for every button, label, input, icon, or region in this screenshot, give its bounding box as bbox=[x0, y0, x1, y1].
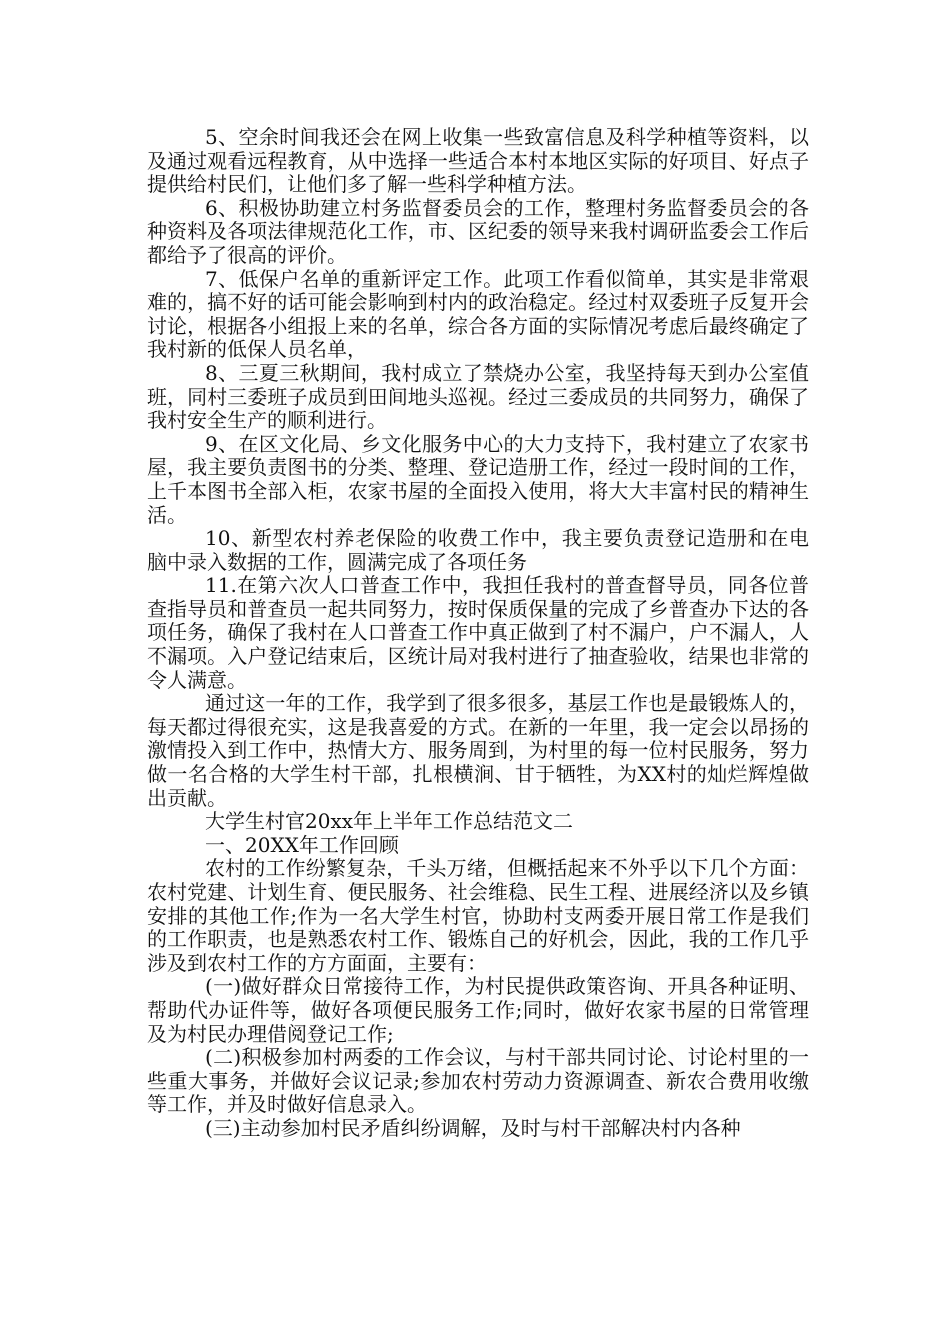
paragraph-task-1: (一)做好群众日常接待工作，为村民提供政策咨询、开具各种证明、帮助代办证件等，做好各项便民服务工作;同时，做好农家书屋的日常管理及为村民办理借阅登记工作; bbox=[147, 974, 809, 1046]
paragraph-item-7: 7、低保户名单的重新评定工作。此项工作看似简单，其实是非常艰难的，搞不好的话可能会影响到村内的政治稳定。经过村双委班子反复开会讨论，根据各小组报上来的名单，综合各方面的实际情况考虑后最终确定了我村新的低保人员名单， bbox=[147, 266, 809, 362]
paragraph-overview: 农村的工作纷繁复杂，千头万绪，但概括起来不外乎以下几个方面：农村党建、计划生育、便民服务、社会维稳、民生工程、进展经济以及乡镇安排的其他工作;作为一名大学生村官，协助村支两委开展日常工作是我们的工作职责，也是熟悉农村工作、锻炼自己的好机会，因此，我的工作几乎涉及到农村工作的方方面面，主要有： bbox=[147, 856, 809, 975]
paragraph-item-10: 10、新型农村养老保险的收费工作中，我主要负责登记造册和在电脑中录入数据的工作，圆满完成了各项任务 bbox=[147, 526, 809, 574]
document-body bbox=[147, 126, 809, 1141]
paragraph-item-8: 8、三夏三秋期间，我村成立了禁烧办公室，我坚持每天到办公室值班，同村三委班子成员到田间地头巡视。经过三委成员的共同努力，确保了我村安全生产的顺利进行。 bbox=[147, 360, 809, 433]
paragraph-conclusion: 通过这一年的工作，我学到了很多很多，基层工作也是最锻炼人的，每天都过得很充实，这是我喜爱的方式。在新的一年里，我一定会以昂扬的激情投入到工作中，热情大方、服务周到，为村里的每一位村民服务，努力做一名合格的大学生村干部，扎根横涧、甘于牺牲，为XX村的灿烂辉煌做出贡献。 bbox=[147, 691, 809, 810]
paragraph-task-2: (二)积极参加村两委的工作会议，与村干部共同讨论、讨论村里的一些重大事务，并做好会议记录;参加农村劳动力资源调查、新农合费用收缴等工作，并及时做好信息录入。 bbox=[147, 1045, 809, 1117]
paragraph-task-3: (三)主动参加村民矛盾纠纷调解，及时与村干部解决村内各种 bbox=[205, 1115, 741, 1140]
section-heading-review: 一、20XX年工作回顾 bbox=[205, 832, 399, 857]
paragraph-item-6: 6、积极协助建立村务监督委员会的工作，整理村务监督委员会的各种资料及各项法律规范化工作，市、区纪委的领导来我村调研监委会工作后都给予了很高的评价。 bbox=[147, 195, 809, 267]
paragraph-item-9: 9、在区文化局、乡文化服务中心的大力支持下，我村建立了农家书屋，我主要负责图书的分类、整理、登记造册工作，经过一段时间的工作，上千本图书全部入柜，农家书屋的全面投入使用，将大大丰富村民的精神生活。 bbox=[147, 431, 809, 527]
paragraph-item-5: 5、空余时间我还会在网上收集一些致富信息及科学种植等资料，以及通过观看远程教育，从中选择一些适合本村本地区实际的好项目、好点子提供给村民们，让他们多了解一些科学种植方法。 bbox=[147, 125, 809, 197]
section-title: 大学生村官20xx年上半年工作总结范文二 bbox=[205, 809, 574, 834]
paragraph-item-11: 11.在第六次人口普查工作中，我担任我村的普查督导员，同各位普查指导员和普查员一起共同努力，按时保质保量的完成了乡普查办下达的各项任务，确保了我村在人口普查工作中真正做到了村不漏户，户不漏人，人不漏项。入户登记结束后，区统计局对我村进行了抽查验收，结果也非常的令人满意。 bbox=[147, 573, 809, 692]
